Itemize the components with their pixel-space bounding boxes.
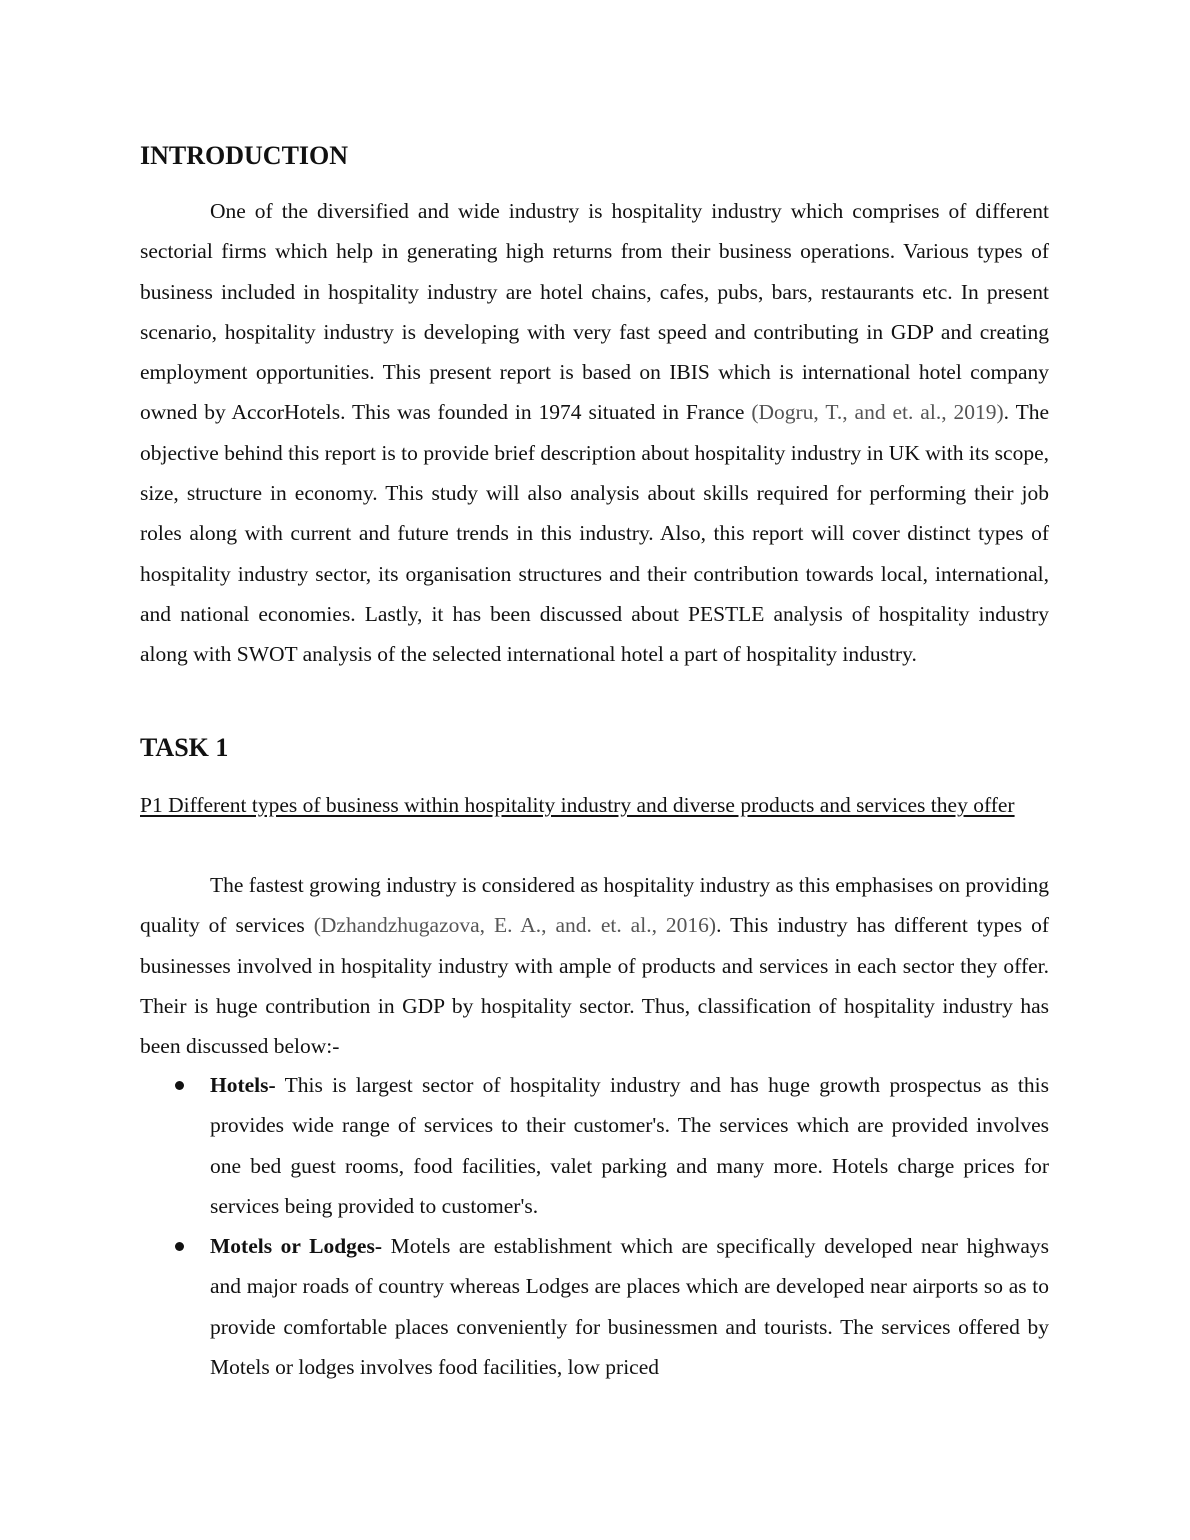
citation-dogru: (Dogru, T., and et. al., 2019) bbox=[751, 400, 1004, 425]
task1-heading: TASK 1 bbox=[140, 733, 229, 762]
citation-dzhandzhugazova: (Dzhandzhugazova, E. A., and. et. al., 2016) bbox=[313, 913, 717, 938]
bullet-icon bbox=[175, 1081, 184, 1090]
p1-subheading bbox=[140, 785, 1049, 825]
p1-subheading-text: P1 Different types of business within hospitality industry and diverse products and services they offer bbox=[140, 793, 1015, 817]
bullet-icon bbox=[175, 1242, 184, 1251]
description-motels: Motels are establishment which are specifically developed near highways and major roads of country whereas Lodges are places which are developed near airports so as to provide comfortable places conveniently for businessmen and tourists. The services offered by Motels or lodges involves food facilities, low priced bbox=[210, 1234, 1050, 1380]
description-hotels: This is largest sector of hospitality industry and has huge growth prospectus as this provides wide range of services to their customer's. The services which are provided involves one bed guest rooms, food facilities, valet parking and many more. Hotels charge prices for services being provided to customer's. bbox=[210, 1073, 1049, 1218]
introduction-paragraph bbox=[140, 191, 1049, 675]
term-motels: Motels or Lodges- bbox=[210, 1234, 383, 1259]
introduction-heading: INTRODUCTION bbox=[140, 141, 349, 170]
task1-text-start: The fastest growing industry is considered as hospitality industry as this emphasises on providing quality of services bbox=[140, 873, 1049, 938]
task1-paragraph bbox=[140, 865, 1049, 1066]
introduction-text-end: . The objective behind this report is to provide brief description about hospitality industry in UK with its scope, size, structure in economy. This study will also analysis about skills required for performing their job roles along with current and future trends in this industry. Also, this report will cover distinct types of hospitality industry sector, its organisation structures and their contribution towards local, international, and national economies. Lastly, it has been discussed about PESTLE analysis of hospitality industry along with SWOT analysis of the selected international hotel a part of hospitality industry. bbox=[140, 400, 1050, 667]
business-types-list bbox=[140, 1065, 1049, 1387]
introduction-text-start: One of the diversified and wide industry is hospitality industry which comprises of different sectorial firms which help in generating high returns from their business operations. Various types of business included in hospitality industry are hotel chains, cafes, pubs, bars, restaurants etc. In present scenario, hospitality industry is developing with very fast speed and contributing in GDP and creating employment opportunities. This present report is based on IBIS which is international hotel company owned by AccorHotels. This was founded in 1974 situated in France bbox=[140, 199, 1049, 425]
list-item-motels bbox=[140, 1226, 1049, 1387]
list-item-hotels bbox=[140, 1065, 1049, 1226]
task1-text-end: . This industry has different types of businesses involved in hospitality industry with ample of products and services in each sector they offer. Their is huge contribution in GDP by hospitality sector. Thus, classification of hospitality industry has been discussed below:- bbox=[140, 913, 1050, 1059]
term-hotels: Hotels- bbox=[210, 1073, 276, 1097]
